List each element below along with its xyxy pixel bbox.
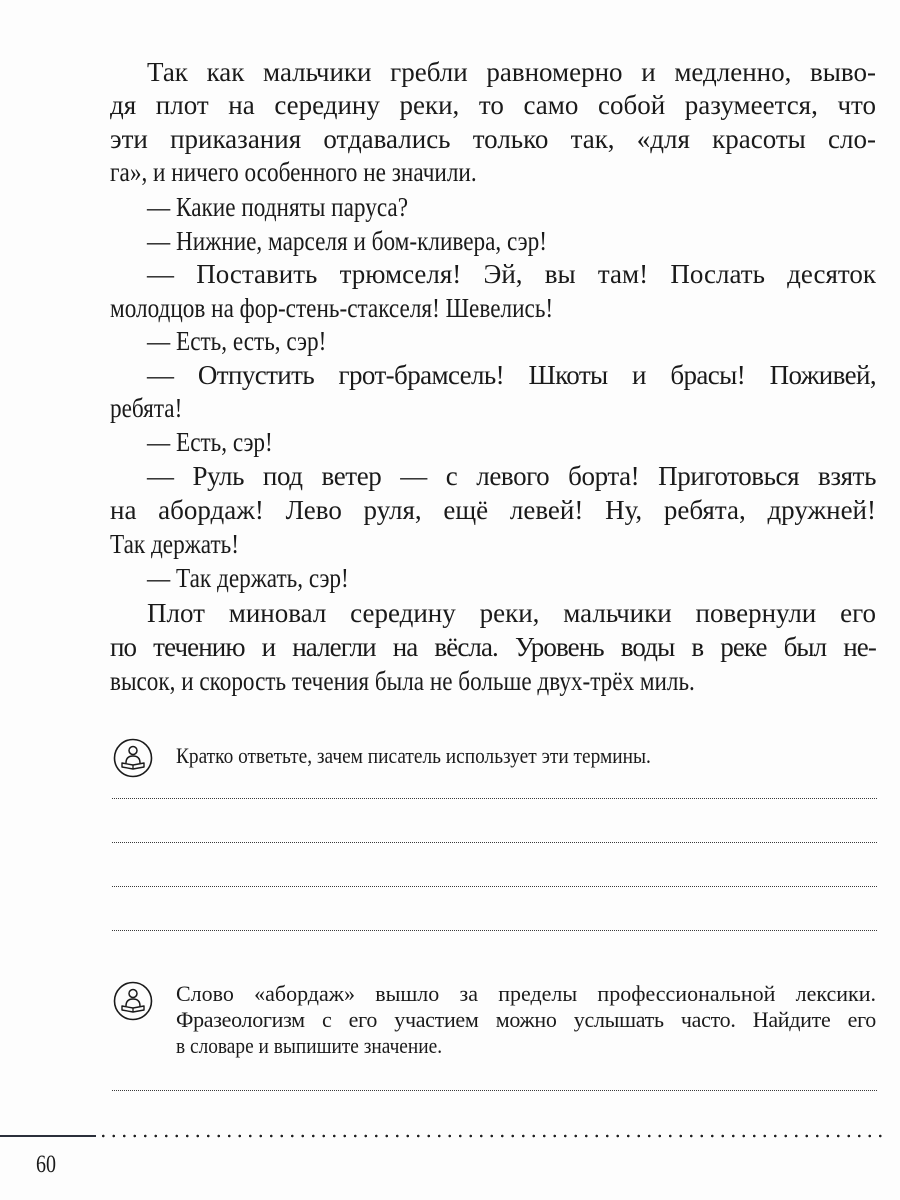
dialogue-line: на абордаж! Лево руля, ещё левей! Ну, ребята, дружней! bbox=[110, 495, 876, 525]
task-1-prompt: Кратко ответьте, зачем писатель использует эти термины. bbox=[176, 743, 651, 768]
dialogue-line: — Отпустить грот-брамсель! Шкоты и брасы! Поживей, bbox=[147, 360, 876, 390]
task-2-prompt-line: Слово «абордаж» вышло за пределы профессиональной лексики. bbox=[176, 981, 876, 1006]
dialogue-line: — Так держать, сэр! bbox=[147, 563, 349, 593]
story-line: Плот миновал середину реки, мальчики повернули его bbox=[147, 598, 876, 628]
story-line: дя плот на середину реки, то само собой разумеется, что bbox=[110, 90, 876, 120]
story-line: эти приказания отдавались только так, «для красоты сло- bbox=[110, 124, 876, 154]
dialogue-line: — Руль под ветер — с левого борта! Приготовься взять bbox=[147, 461, 876, 491]
answer-line[interactable] bbox=[112, 798, 877, 799]
story-line: по течению и налегли на вёсла. Уровень воды в реке был не- bbox=[110, 632, 876, 662]
story-line: Так как мальчики гребли равномерно и медленно, выво- bbox=[147, 57, 876, 87]
dialogue-line: — Какие подняты паруса? bbox=[147, 192, 409, 222]
story-line: высок, и скорость течения была не больше двух-трёх миль. bbox=[110, 666, 695, 696]
story-line: га», и ничего особенного не значили. bbox=[110, 157, 477, 187]
task-2-prompt-line: Фразеологизм с его участием можно услышать часто. Найдите его bbox=[176, 1007, 876, 1032]
footer-rule-dotted bbox=[98, 1134, 888, 1138]
answer-line[interactable] bbox=[112, 842, 877, 843]
dialogue-line: Так держать! bbox=[110, 529, 239, 559]
dialogue-line: молодцов на фор-стень-стакселя! Шевелись! bbox=[110, 293, 554, 323]
dialogue-line: — Нижние, марселя и бом-кливера, сэр! bbox=[147, 226, 547, 256]
page-number: 60 bbox=[36, 1151, 56, 1178]
task-2-prompt-line: в словаре и выпишите значение. bbox=[176, 1033, 443, 1058]
dialogue-line: — Поставить трюмселя! Эй, вы там! Послать десяток bbox=[147, 259, 876, 289]
answer-line[interactable] bbox=[112, 930, 877, 931]
answer-line[interactable] bbox=[112, 1090, 877, 1091]
reader-with-book-icon bbox=[113, 738, 153, 778]
reader-with-book-icon bbox=[113, 981, 153, 1021]
dialogue-line: — Есть, есть, сэр! bbox=[147, 326, 327, 356]
answer-line[interactable] bbox=[112, 886, 877, 887]
dialogue-line: — Есть, сэр! bbox=[147, 427, 273, 457]
dialogue-line: ребята! bbox=[110, 393, 183, 423]
footer-rule-solid bbox=[0, 1135, 96, 1137]
